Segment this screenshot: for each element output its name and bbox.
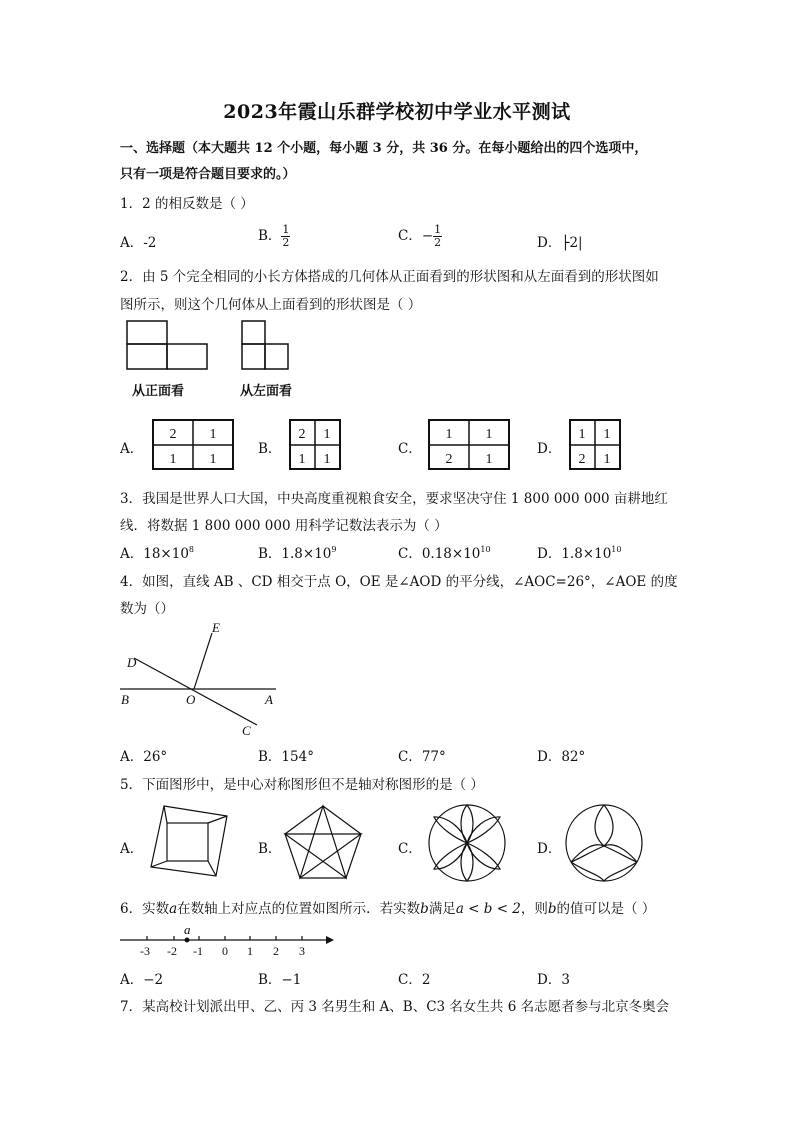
q2-d-cell: 2	[578, 452, 586, 467]
fraction-numerator: 1	[282, 223, 290, 236]
q2-b-cell: 1	[323, 452, 331, 467]
tick-label: -2	[167, 944, 177, 958]
q2-a-cell: 2	[169, 427, 177, 442]
q2-c-cell: 1	[485, 427, 493, 442]
tick-label: 2	[273, 944, 279, 958]
q6-condition: a < b < 2	[455, 901, 521, 917]
q6-stem-part: ，则	[520, 901, 548, 917]
label-d: D	[127, 655, 137, 670]
q2-d-cell: 1	[603, 452, 611, 467]
q2-option-a-label: A．	[120, 441, 144, 457]
label-o: O	[186, 692, 196, 707]
q5-option-b-label: B．	[258, 841, 282, 857]
fraction-denominator: 2	[434, 236, 442, 249]
q6-option-d: D．3	[537, 972, 570, 988]
q2-c-cell: 1	[485, 452, 493, 467]
q4-stem-line1: 4．如图，直线 AB 、CD 相交于点 O，OE 是∠AOD 的平分线，∠AOC=26°，∠AOE 的度	[120, 574, 678, 590]
q7-stem-line1: 7．某高校计划派出甲、乙、丙 3 名男生和 A、B、C3 名女生共 6 名志愿者参与北京冬奥会	[120, 999, 670, 1015]
point-a	[185, 938, 190, 943]
q6-stem-part: 的值可以是（ ）	[556, 901, 656, 917]
q3-option-a-base: A．18×10	[120, 546, 189, 562]
q4-option-c: C．77°	[398, 749, 446, 765]
left-view-label: 从左面看	[240, 384, 293, 399]
q2-c-cell: 1	[445, 427, 453, 442]
q1-option-a: A．-2	[120, 235, 157, 251]
tick-label: 0	[222, 944, 228, 958]
q3-option-d-base: D．1.8×10	[537, 546, 612, 562]
q4-option-b: B．154°	[258, 749, 314, 765]
q1-option-d: D．├2|	[537, 235, 583, 251]
q2-b-cell: 2	[298, 427, 306, 442]
tick-label: 1	[247, 944, 253, 958]
q2-option-d-label: D．	[537, 441, 562, 457]
q6-variable-b: b	[420, 901, 429, 917]
q2-option-b-label: B．	[258, 441, 282, 457]
q6-stem-part: 满足	[428, 901, 456, 917]
q3-option-c-base: C．0.18×10	[398, 546, 481, 562]
q2-a-cell: 1	[169, 452, 177, 467]
q2-stem-line1: 2．由 5 个完全相同的小长方体搭成的几何体从正面看到的形状图和从左面看到的形状图如	[120, 269, 659, 285]
section-header-line1: 一、选择题（本大题共 12 个小题，每小题 3 分，共 36 分。在每小题给出的四个选项中，	[120, 141, 648, 156]
tick-label: -1	[193, 944, 203, 958]
point-a-label: a	[184, 922, 191, 937]
q3-option-a-exponent: 8	[188, 545, 195, 554]
fraction-numerator: 1	[434, 223, 442, 236]
fraction-denominator: 2	[282, 236, 290, 249]
q2-a-cell: 1	[209, 427, 217, 442]
q5-stem: 5．下面图形中，是中心对称图形但不是轴对称图形的是（ ）	[120, 777, 484, 793]
front-view-label: 从正面看	[132, 384, 185, 399]
q1-option-b-prefix: B．	[258, 228, 282, 244]
q6-option-c: C．2	[398, 972, 431, 988]
q5-option-d-label: D．	[537, 841, 562, 857]
q3-option-d-exponent: 10	[611, 545, 622, 554]
label-c: C	[242, 723, 251, 738]
tick-label: -3	[140, 944, 150, 958]
label-e: E	[212, 620, 220, 635]
q2-c-cell: 2	[445, 452, 453, 467]
q2-option-c-label: C．	[398, 441, 422, 457]
q6-option-b: B．−1	[258, 972, 302, 988]
q2-stem-line2: 图所示，则这个几何体从上面看到的形状图是（ ）	[120, 297, 422, 313]
tick-label: 3	[299, 944, 305, 958]
q4-stem-line2: 数为（）	[120, 601, 174, 617]
q5-option-a-label: A．	[120, 841, 144, 857]
q4-option-d: D．82°	[537, 749, 586, 765]
q2-b-cell: 1	[323, 427, 331, 442]
q3-stem-line1: 3．我国是世界人口大国，中央高度重视粮食安全，要求坚决守住 1 800 000 000 亩耕地红	[120, 491, 668, 507]
page-title: 2023年霞山乐群学校初中学业水平测试	[223, 101, 571, 123]
q5-option-c-label: C．	[398, 841, 422, 857]
q4-option-a: A．26°	[120, 749, 168, 765]
q2-d-cell: 1	[578, 427, 586, 442]
q1-option-c-prefix: C．−	[398, 228, 434, 244]
q6-stem-part: 6．实数	[120, 901, 170, 917]
label-b: B	[121, 692, 129, 707]
q2-b-cell: 1	[298, 452, 306, 467]
q2-a-cell: 1	[209, 452, 217, 467]
q6-stem-part: 在数轴上对应点的位置如图所示．若实数	[177, 901, 421, 917]
q3-option-b-exponent: 9	[331, 545, 337, 554]
q3-option-b-base: B．1.8×10	[258, 546, 332, 562]
section-header-line2: 只有一项是符合题目要求的。）	[120, 167, 296, 182]
label-a: A	[265, 692, 273, 707]
q6-variable-b: b	[547, 901, 557, 917]
q1-stem: 1．2 的相反数是（ ）	[120, 196, 254, 212]
q3-option-c-exponent: 10	[480, 545, 491, 554]
q6-option-a: A．−2	[120, 972, 164, 988]
q6-variable-a: a	[169, 901, 178, 917]
q3-stem-line2: 线．将数据 1 800 000 000 用科学记数法表示为（ ）	[120, 518, 448, 534]
q2-d-cell: 1	[603, 427, 611, 442]
